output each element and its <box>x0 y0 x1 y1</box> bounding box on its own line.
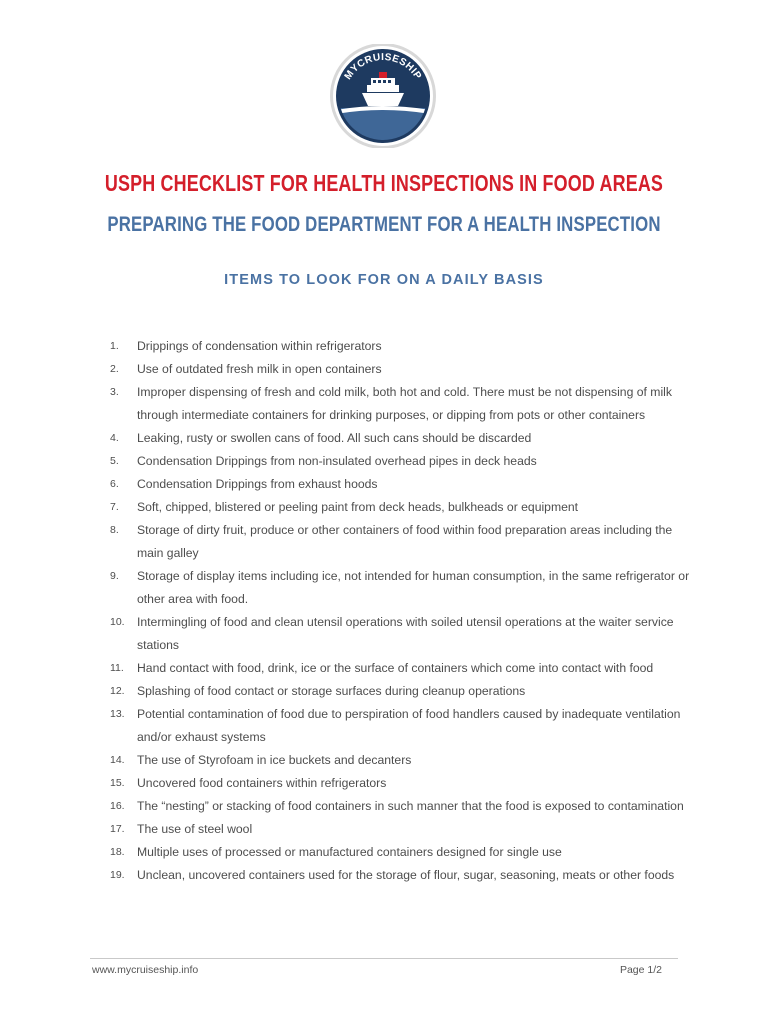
ship-logo-icon <box>328 44 438 148</box>
item-text: Condensation Drippings from non-insulated overhead pipes in deck heads <box>137 454 537 468</box>
list-item <box>110 841 690 864</box>
item-number: 11. <box>110 662 124 674</box>
item-text: Uncovered food containers within refrigerators <box>137 776 387 790</box>
list-item <box>110 473 690 496</box>
item-text: The use of steel wool <box>137 822 253 836</box>
footer-website-link[interactable]: www.mycruiseship.info <box>92 964 199 976</box>
item-number: 1. <box>110 340 119 352</box>
list-item <box>110 358 690 381</box>
list-item <box>110 519 690 565</box>
list-item <box>110 450 690 473</box>
item-number: 8. <box>110 524 119 536</box>
list-item <box>110 496 690 519</box>
list-item <box>110 749 690 772</box>
list-item <box>110 864 690 887</box>
list-item <box>110 335 690 358</box>
item-number: 2. <box>110 363 119 375</box>
list-item <box>110 703 690 749</box>
item-text: The use of Styrofoam in ice buckets and decanters <box>137 753 412 767</box>
list-item <box>110 795 690 818</box>
item-number: 4. <box>110 432 119 444</box>
section-heading: ITEMS TO LOOK FOR ON A DAILY BASIS <box>224 272 544 288</box>
item-text: The “nesting” or stacking of food containers in such manner that the food is exposed to contamination <box>137 799 684 813</box>
item-text: Drippings of condensation within refrigerators <box>137 339 382 353</box>
item-text: Storage of dirty fruit, produce or other containers of food within food preparation areas including the main galley <box>137 523 673 560</box>
page-number: Page 1/2 <box>619 964 662 976</box>
item-text: Multiple uses of processed or manufactured containers designed for single use <box>137 845 562 859</box>
list-item <box>110 680 690 703</box>
list-item <box>110 381 690 427</box>
item-number: 3. <box>110 386 119 398</box>
mycruiseship-logo <box>328 44 438 148</box>
list-item <box>110 772 690 795</box>
item-number: 9. <box>110 570 119 582</box>
item-text: Soft, chipped, blistered or peeling paint from deck heads, bulkheads or equipment <box>137 500 579 514</box>
footer-divider <box>90 958 678 959</box>
item-text: Hand contact with food, drink, ice or the surface of containers which come into contact with food <box>137 661 654 675</box>
item-text: Use of outdated fresh milk in open containers <box>137 362 382 376</box>
page-subtitle: PREPARING THE FOOD DEPARTMENT FOR A HEALTH INSPECTION <box>107 213 661 236</box>
logo-text: MYCRUISESHIP <box>342 51 424 82</box>
list-item <box>110 427 690 450</box>
item-number: 13. <box>110 708 125 720</box>
item-number: 6. <box>110 478 119 490</box>
item-text: Storage of display items including ice, not intended for human consumption, in the same refrigerator or other area with food. <box>137 569 690 606</box>
list-item <box>110 818 690 841</box>
item-number: 15. <box>110 777 125 789</box>
item-number: 19. <box>110 869 125 881</box>
item-number: 18. <box>110 846 125 858</box>
item-text: Potential contamination of food due to perspiration of food handlers caused by inadequate ventilation and/or exhaust systems <box>137 707 681 744</box>
inspection-checklist <box>110 335 690 887</box>
item-text: Unclean, uncovered containers used for the storage of flour, sugar, seasoning, meats or other foods <box>137 868 675 882</box>
item-text: Splashing of food contact or storage surfaces during cleanup operations <box>137 684 526 698</box>
list-item <box>110 657 690 680</box>
item-text: Leaking, rusty or swollen cans of food. All such cans should be discarded <box>137 431 532 445</box>
item-number: 14. <box>110 754 125 766</box>
list-item <box>110 611 690 657</box>
list-item <box>110 565 690 611</box>
item-number: 5. <box>110 455 119 467</box>
item-text: Intermingling of food and clean utensil operations with soiled utensil operations at the waiter service stations <box>137 615 674 652</box>
item-number: 16. <box>110 800 125 812</box>
item-text: Improper dispensing of fresh and cold milk, both hot and cold. There must be not dispensing of milk through intermediate containers for drinking purposes, or dipping from pots or other containers <box>137 385 672 422</box>
item-number: 7. <box>110 501 119 513</box>
page-title: USPH CHECKLIST FOR HEALTH INSPECTIONS IN FOOD AREAS <box>104 170 664 196</box>
item-number: 17. <box>110 823 125 835</box>
item-number: 10. <box>110 616 125 628</box>
item-text: Condensation Drippings from exhaust hoods <box>137 477 378 491</box>
item-number: 12. <box>110 685 125 697</box>
